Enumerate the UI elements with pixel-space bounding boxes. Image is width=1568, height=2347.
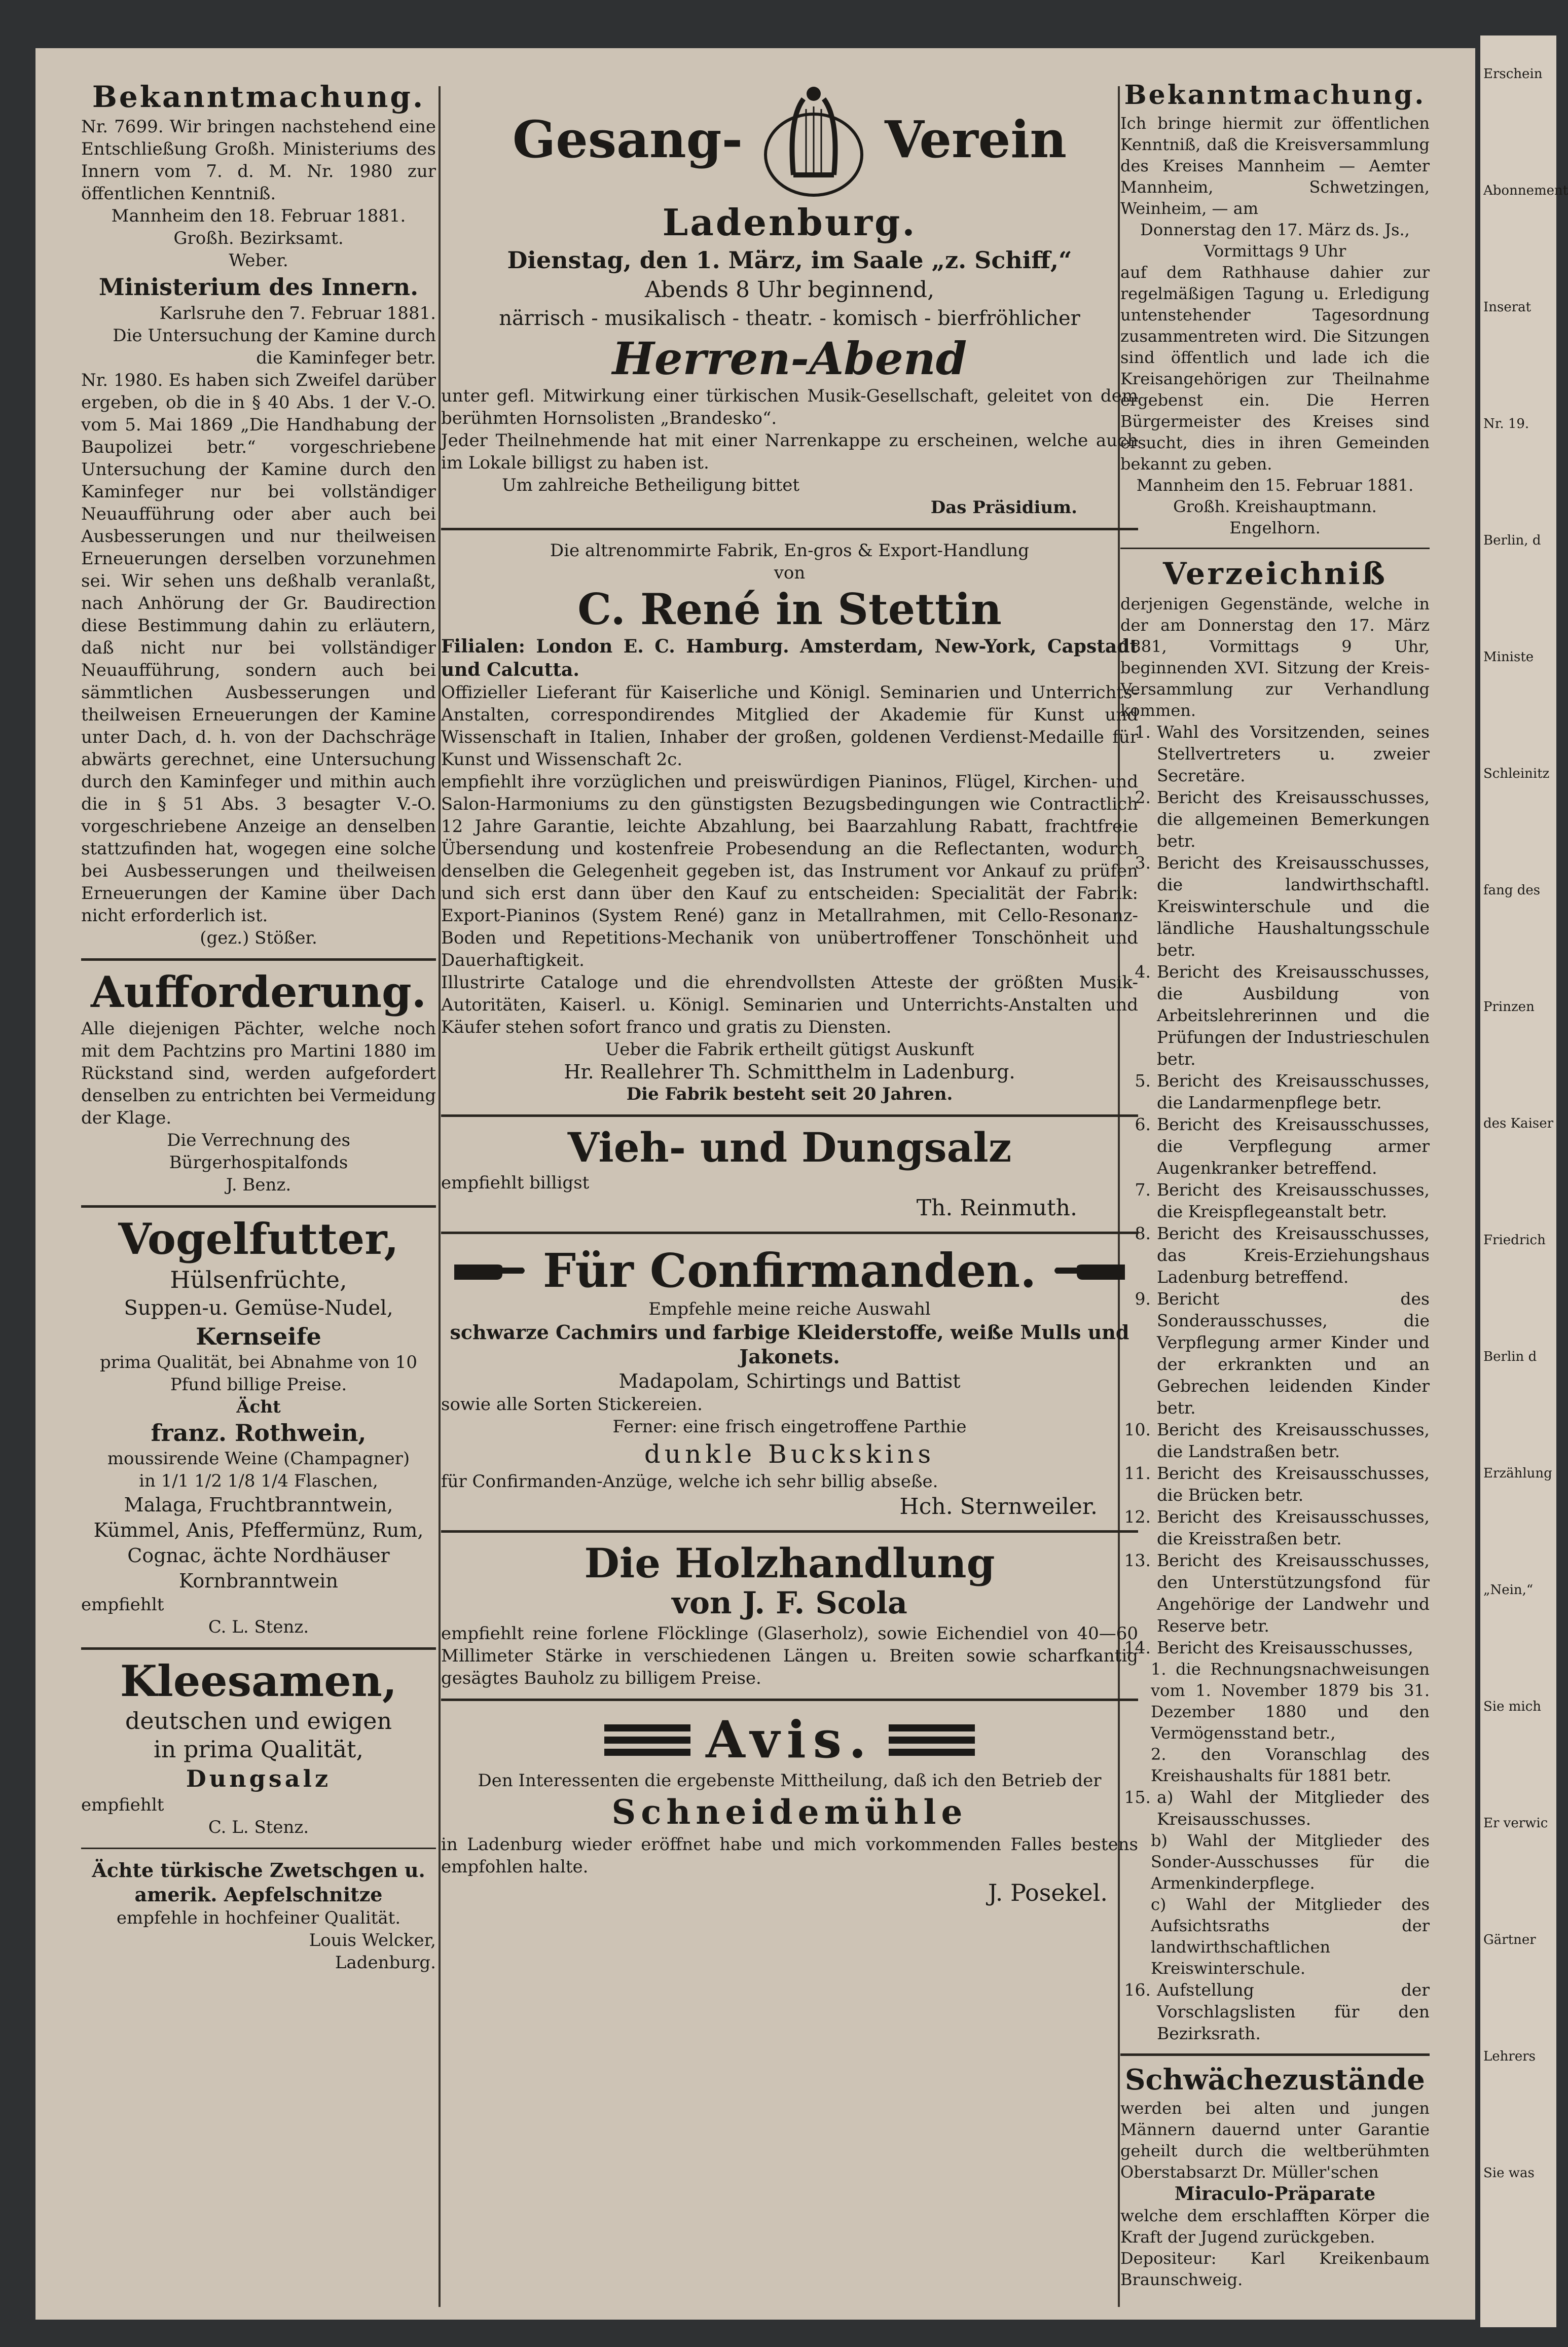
signer: J. Posekel. <box>988 1879 1108 1906</box>
line: für Confirmanden-Anzüge, welche ich sehr billig abseße. <box>441 1471 938 1492</box>
place: Ladenburg. <box>335 1952 436 1973</box>
line: deutschen und ewigen <box>125 1707 392 1735</box>
signer: C. L. Stenz. <box>208 1616 309 1637</box>
announcement-bekanntmachung-2 <box>1120 82 1430 538</box>
signer: Louis Welcker, <box>309 1930 436 1951</box>
line: moussirende Weine (Champagner) <box>107 1448 410 1469</box>
line: Ferner: eine frisch eingetroffene Parthie <box>612 1417 967 1437</box>
text: Illustrirte Cataloge und die ehrendvollsten Atteste der größten Musik-Autoritäten, Kaiserl. u. Königl. Seminarien und Unterrichts-Anstalten und Käufer stehen sofort franco und gratis zu Diensten. <box>441 972 1138 1037</box>
announcement-ministerium <box>81 275 436 949</box>
list-item: 6. Bericht des Kreisausschusses, die Verpflegung armer Augenkranker betreffend. <box>1135 1114 1430 1178</box>
agenda-list <box>1120 721 1430 1658</box>
list-item: 10. Bericht des Kreisausschusses, die Landstraßen betr. <box>1124 1419 1430 1461</box>
sublist-15 <box>1151 1830 1430 1979</box>
body-text: Nr. 1980. Es haben sich Zweifel darüber ergeben, ob die in § 40 Abs. 1 der V.-O. vom 5. Mai 1869 „Die Handhabung der Baupolizei betr.“ vorgeschriebene Untersuchung der Kamine durch den Kaminfeger nur bei vollständiger Neuaufführung oder aber auch bei Ausbesserungen und nur theilweisen Erneuerungen derselben vorzunehmen sei. Wir sehen uns deßhalb veranlaßt, nach Anhörung der Gr. Baudirection diese Bestimmung dahin zu erläutern, daß nicht nur bei vollständiger Neuaufführung, sondern auch bei sämmtlichen Ausbesserungen und theilweisen Erneuerungen der Kamine unter Dach, d. h. von der Dachschräge abwärts gerechnet, eine Untersuchung durch den Kaminfeger und mithin auch die in § 51 Abs. 3 besagter V.-O. vorgeschriebene Anzeige an denselben stattzufinden hat, wogegen eine solche bei Ausbesserungen und theilweisen Erneuerungen der Kamine über Dach nicht erforderlich ist. <box>81 370 436 926</box>
line: Ächt <box>236 1396 281 1417</box>
heading: Schwächezustände <box>1125 2063 1425 2097</box>
fragment-text: Lehrers <box>1483 2049 1536 2064</box>
list-item: 12. Bericht des Kreisausschusses, die Kreisstraßen betr. <box>1124 1506 1430 1548</box>
text: welche dem erschlafften Körper die Kraft der Jugend zurückgeben. <box>1120 2206 1430 2247</box>
ad-vieh-dungsalz <box>441 1123 1138 1222</box>
name: J. Benz. <box>226 1175 291 1196</box>
heading: Verzeichniß <box>1162 556 1388 592</box>
lyre-wreath-icon <box>758 79 869 200</box>
place-date: Mannheim den 18. Februar 1881. <box>111 205 406 226</box>
sublist-14 <box>1151 1658 1430 1786</box>
fragment-text: Prinzen <box>1483 999 1535 1015</box>
signer: Die Verrechnung des Bürgerhospitalfonds <box>167 1130 350 1173</box>
intro: Die altrenommirte Fabrik, En-gros & Export-Handlung <box>550 540 1030 561</box>
company-name: C. René in Stettin <box>577 584 1002 634</box>
divider <box>441 1232 1138 1234</box>
divider <box>1120 2053 1430 2056</box>
list-item: 5. Bericht des Kreisausschusses, die Landarmenpflege betr. <box>1135 1070 1430 1112</box>
time: Abends 8 Uhr beginnend, <box>644 276 935 303</box>
line: franz. Rothwein, <box>151 1419 367 1447</box>
heading: Gesang- <box>512 109 743 169</box>
list-item: 9. Bericht des Sonderausschusses, die Verpflegung armer Kinder und der erkrankten und an Gebrechen leidenden Kinder betr. <box>1135 1288 1430 1418</box>
office: Großh. Bezirksamt. <box>173 228 344 248</box>
list-item: 1. Wahl des Vorsitzenden, seines Stellvertreters u. zweier Secretäre. <box>1135 721 1430 785</box>
list-item: 3. Bericht des Kreisausschusses, die landwirthschaftl. Kreiswinterschule und die ländliche Haushaltungsschule betr. <box>1135 852 1430 960</box>
sub-item: b) Wahl der Mitglieder des Sonder-Ausschusses für die Armenkinderpflege. <box>1151 1830 1430 1893</box>
adjacent-page-fragment <box>1480 35 1568 2327</box>
branches: Filialen: London E. C. Hamburg. Amsterdam, New-York, Capstadt und Calcutta. <box>441 635 1138 680</box>
text: Ueber die Fabrik ertheilt gütigst Auskunft <box>605 1039 974 1060</box>
fragment-text: Ministe <box>1483 649 1534 665</box>
date: Donnerstag den 17. März ds. Js., Vormittags 9 Uhr <box>1140 220 1410 261</box>
fragment-text: „Nein,“ <box>1483 1582 1534 1598</box>
text: auf dem Rathhause dahier zur regelmäßigen Tagung u. Erledigung untenstehender Tagesordnung zusammentreten wird. Die Sitzungen sind öffentlich und lade ich die Kreisangehörigen zur Theilnahme ergebenst ein. Die Herren Bürgermeister des Kreises sind ersucht, dies in ihren Gemeinden bekannt zu geben. <box>1120 262 1430 474</box>
line: Madapolam, Schirtings und Battist <box>618 1370 961 1393</box>
heading: Vogelfutter, <box>118 1214 399 1265</box>
fragment-text: fang des <box>1483 883 1541 898</box>
text: werden bei alten und jungen Männern dauernd unter Garantie geheilt durch die weltberühmten Oberstabsarzt Dr. Müller'schen <box>1120 2099 1430 2182</box>
fragment-text: Erzählung <box>1483 1466 1552 1481</box>
line: Kernseife <box>196 1322 321 1350</box>
line: Dungsalz <box>186 1764 332 1792</box>
list-item: 15. a) Wahl der Mitglieder des Kreisausschusses. <box>1124 1787 1430 1829</box>
place: Ladenburg. <box>662 201 917 244</box>
column-rule <box>439 86 441 2307</box>
divider <box>81 1205 436 1208</box>
heading: Für Confirmanden. <box>542 1243 1037 1298</box>
line: Malaga, Fruchtbranntwein, Kümmel, Anis, Pfeffermünz, Rum, Cognac, ächte Nordhäuser Kornbranntwein <box>93 1493 424 1592</box>
divider <box>81 1848 436 1849</box>
heading: Aufforderung. <box>90 967 427 1018</box>
fragment-text: des Kaiser <box>1483 1116 1554 1131</box>
text: Jeder Theilnehmende hat mit einer Narrenkappe zu erscheinen, welche auch im Lokale billigst zu haben ist. <box>441 430 1138 473</box>
heading: Die Holzhandlung <box>584 1539 995 1587</box>
von: von <box>774 562 806 583</box>
line: dunkle Buckskins <box>644 1439 935 1469</box>
ad-gesang-verein <box>441 79 1138 519</box>
signer: C. L. Stenz. <box>208 1817 309 1837</box>
fragment-text: Gärtner <box>1483 1932 1536 1947</box>
ad-holzhandlung <box>441 1539 1138 1689</box>
list-item: 16. Aufstellung der Vorschlagslisten für den Bezirksrath. <box>1124 1979 1430 2043</box>
fragment-text: Erschein <box>1483 66 1543 82</box>
sub-item: 1. die Rechnungsnachweisungen vom 1. November 1879 bis 31. Dezember 1880 und den Vermögensstand betr., <box>1151 1659 1430 1743</box>
list-item: 7. Bericht des Kreisausschusses, die Kreispflegeanstalt betr. <box>1135 1179 1430 1221</box>
line: empfiehlt <box>81 1594 164 1615</box>
fragment-text: Inserat <box>1483 300 1531 315</box>
heading: Vieh- und Dungsalz <box>567 1123 1012 1171</box>
signature: Weber. <box>229 250 288 271</box>
text: in Ladenburg wieder eröffnet habe und mich vorkommenden Falles bestens empfohlen halte. <box>441 1834 1138 1877</box>
text: Den Interessenten die ergebenste Mittheilung, daß ich den Betrieb der <box>478 1771 1102 1791</box>
text: empfiehlt ihre vorzüglichen und preiswürdigen Pianinos, Flügel, Kirchen- und Salon-Harmoniums zu den günstigsten Bezugsbedingungen wie Contractlich 12 Jahre Garantie, leichte Abzahlung, bei Baarzahlung Rabatt, frachtfreie Übersendung und kostenfreie Probesendung an die Reflectanten, wodurch denselben die Gelegenheit gegeben ist, das Instrument vor Ankauf zu prüfen und sich erst dann über den Kauf zu entscheiden: Specialität der Fabrik: Export-Pianinos (System René) ganz in Metallrahmen, mit Cello-Resonanz-Boden und Repetitions-Mechanik von unübertroffener Tonschönheit und Dauerhaftigkeit. <box>441 771 1138 970</box>
fragment-text: Berlin, d <box>1483 533 1541 548</box>
divider <box>81 1647 436 1650</box>
announcement-bekanntmachung-1 <box>81 82 436 272</box>
line: in 1/1 1/2 1/8 1/4 Flaschen, <box>139 1470 378 1491</box>
divider <box>441 1114 1138 1117</box>
subject: Die Untersuchung der Kamine durch die Kaminfeger betr. <box>113 326 436 369</box>
fragment-text: Friedrich <box>1483 1233 1546 1248</box>
date: Dienstag, den 1. März, im Saale „z. Schiff,“ <box>507 246 1072 274</box>
place-date: Mannheim den 15. Februar 1881. <box>1136 475 1414 495</box>
verzeichnis <box>1120 558 1430 2044</box>
fragment-text: Er verwic <box>1483 1816 1548 1831</box>
since: Die Fabrik besteht seit 20 Jahren. <box>626 1084 953 1104</box>
list-item: 13. Bericht des Kreisausschusses, den Unterstützungsfond für Angehörige der Landwehr und Reserve betr. <box>1124 1550 1430 1636</box>
ad-confirmanden <box>441 1243 1138 1522</box>
fragment-text: Nr. 19. <box>1483 416 1529 431</box>
fragment-text: Berlin d <box>1483 1349 1537 1364</box>
line: Empfehle meine reiche Auswahl <box>648 1299 931 1320</box>
heading: Kleesamen, <box>120 1655 397 1706</box>
line: Ächte türkische Zwetschgen u. amerik. Aepfelschnitze <box>92 1858 425 1906</box>
bars-decoration <box>889 1719 975 1761</box>
list-item: 2. Bericht des Kreisausschusses, die allgemeinen Bemerkungen betr. <box>1135 787 1430 851</box>
divider <box>441 528 1138 530</box>
heading: Ministerium des Innern. <box>98 273 419 301</box>
line: empfiehlt <box>81 1794 164 1815</box>
fragment-text: Sie mich <box>1483 1699 1542 1714</box>
line: schwarze Cachmirs und farbige Kleiderstoffe, weiße Mulls und Jakonets. <box>450 1321 1129 1368</box>
ad-zwetschgen <box>81 1858 436 1974</box>
depot: Depositeur: Karl Kreikenbaum Braunschweig. <box>1120 2249 1430 2290</box>
line: prima Qualität, bei Abnahme von 10 Pfund billige Preise. <box>100 1352 417 1395</box>
divider <box>81 958 436 961</box>
bars-decoration <box>604 1719 690 1761</box>
product: Miraculo-Präparate <box>1174 2183 1376 2205</box>
ad-vogelfutter <box>81 1214 436 1638</box>
fragment-text: Abonnement <box>1483 183 1568 198</box>
pointing-hand-icon <box>452 1255 528 1286</box>
ad-schwaechezustaende <box>1120 2065 1430 2291</box>
signer: Hch. Sternweiler. <box>899 1494 1098 1520</box>
signer: Das Präsidium. <box>930 497 1077 518</box>
announcement-aufforderung <box>81 967 436 1196</box>
agenda-list <box>1120 1979 1430 2044</box>
signature: (gez.) Stößer. <box>200 928 317 949</box>
text: Um zahlreiche Betheiligung bittet <box>502 475 800 495</box>
line: in prima Qualität, <box>154 1735 363 1763</box>
ad-kleesamen <box>81 1655 436 1838</box>
ad-rene-stettin <box>441 539 1138 1105</box>
text: Ich bringe hiermit zur öffentlichen Kenntniß, daß die Kreisversammlung des Kreises Mannheim — Aemter Mannheim, Schwetzingen, Weinheim, — am <box>1120 113 1430 218</box>
list-item: 8. Bericht des Kreisausschusses, das Kreis-Erziehungshaus Ladenburg betreffend. <box>1135 1223 1430 1287</box>
signature: Engelhorn. <box>1229 518 1321 537</box>
heading: Avis. <box>706 1710 873 1770</box>
divider <box>441 1699 1138 1701</box>
text: empfiehlt reine forlene Flöcklinge (Glaserholz), sowie Eichendiel von 40—60 Millimeter Stärke in verschiedenen Längen u. Breiten sowie scharfkantig gesägtes Bauholz zu billigem Preise. <box>441 1623 1138 1689</box>
sub-item: c) Wahl der Mitglieder des Aufsichtsraths der landwirthschaftlichen Kreiswinterschule. <box>1151 1894 1430 1978</box>
column-middle <box>441 79 1138 2299</box>
desc: närrisch - musikalisch - theatr. - komisch - bierfröhlicher <box>499 306 1080 330</box>
intro: derjenigen Gegenstände, welche in der am Donnerstag den 17. März 1881, Vormittags 9 Uhr, beginnenden XVI. Sitzung der Kreis-Versammlung zur Verhandlung kommen. <box>1120 594 1430 720</box>
text: empfiehlt billigst <box>441 1172 590 1193</box>
divider <box>1120 548 1430 549</box>
text: Offizieller Lieferant für Kaiserliche und Königl. Seminarien und Unterrichts-Anstalten, correspondirendes Mitglied der Akademie für Kunst und Wissenschaft in Italien, Inhaber der großen, goldenen Verdienst-Medaille für Kunst und Wissenschaft 2c. <box>441 682 1138 770</box>
list-item: 14. Bericht des Kreisausschusses, <box>1124 1637 1413 1657</box>
office: Großh. Kreishauptmann. <box>1173 496 1377 516</box>
name: Schneidemühle <box>611 1792 968 1832</box>
body-text: Nr. 7699. Wir bringen nachstehend eine Entschließung Großh. Ministeriums des Innern vom 7. d. M. Nr. 1980 zur öffentlichen Kenntniß. <box>81 116 436 204</box>
line: sowie alle Sorten Stickereien. <box>441 1394 703 1415</box>
date: Karlsruhe den 7. Februar 1881. <box>159 303 436 324</box>
line: Suppen-u. Gemüse-Nudel, <box>124 1296 393 1320</box>
line: Hülsenfrüchte, <box>170 1266 347 1293</box>
divider <box>441 1530 1138 1533</box>
fragment-text: Sie was <box>1483 2165 1535 2181</box>
signer: Th. Reinmuth. <box>916 1195 1077 1221</box>
column-right <box>1120 79 1430 2299</box>
heading: Bekanntmachung. <box>92 80 425 114</box>
list-item: 4. Bericht des Kreisausschusses, die Ausbildung von Arbeitslehrerinnen und die Prüfungen der Industrieschulen betr. <box>1135 961 1430 1069</box>
name: von J. F. Scola <box>672 1585 907 1621</box>
list-item: 11. Bericht des Kreisausschusses, die Brücken betr. <box>1124 1463 1430 1505</box>
event: Herren-Abend <box>612 332 967 385</box>
newspaper-page <box>35 48 1475 2320</box>
agenda-list <box>1120 1786 1430 1830</box>
ad-avis <box>441 1710 1138 1907</box>
column-left <box>81 79 436 2299</box>
line: empfehle in hochfeiner Qualität. <box>116 1907 401 1928</box>
fragment-text: Schleinitz <box>1483 766 1550 781</box>
heading: Verein <box>885 109 1067 169</box>
agent: Hr. Reallehrer Th. Schmitthelm in Ladenburg. <box>564 1060 1015 1083</box>
pointing-hand-icon <box>1051 1255 1127 1286</box>
body-text: Alle diejenigen Pächter, welche noch mit dem Pachtzins pro Martini 1880 im Rückstand sind, werden aufgefordert denselben zu entrichten bei Vermeidung der Klage. <box>81 1019 436 1129</box>
sub-item: 2. den Voranschlag des Kreishaushalts für 1881 betr. <box>1151 1744 1430 1785</box>
heading: Bekanntmachung. <box>1124 80 1426 111</box>
text: unter gefl. Mitwirkung einer türkischen Musik-Gesellschaft, geleitet von dem berühmten Hornsolisten „Brandesko“. <box>441 385 1138 428</box>
